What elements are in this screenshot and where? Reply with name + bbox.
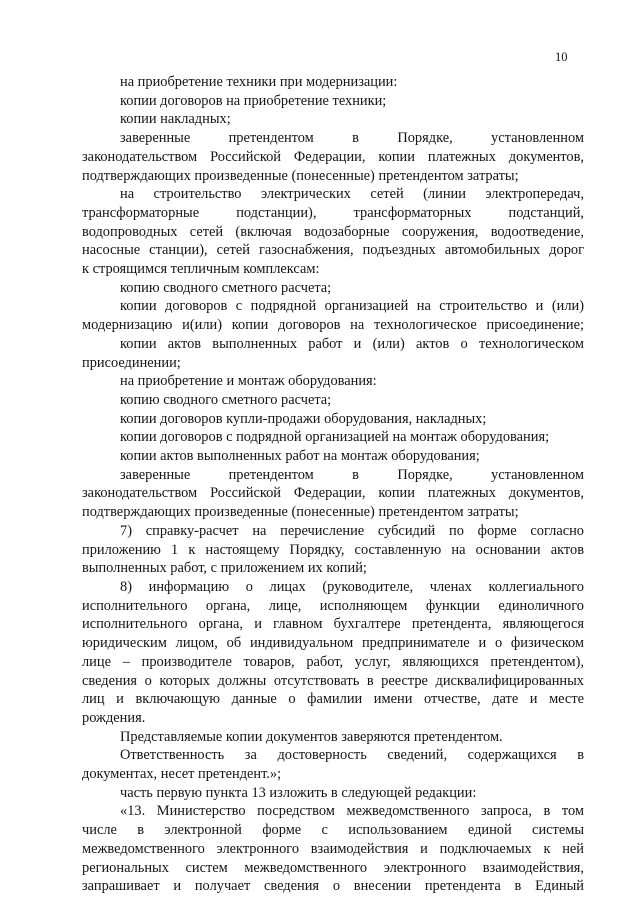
text-line: юридическим лицом, об индивидуальном предпринимателе и о физическом — [82, 635, 584, 652]
text-line: копии актов выполненных работ на монтаж оборудования; — [120, 448, 480, 465]
text-line: лиц и включающую данные о фамилии имени отчестве, дате и месте — [82, 691, 584, 708]
text-line: заверенные претендентом в Порядке, установленном — [120, 466, 584, 483]
text-line: сведения о которых должны отсутствовать в реестре дисквалифицированных — [82, 672, 584, 689]
text-line: заверенные претендентом в Порядке, установленном — [120, 130, 584, 147]
text-line: к строящимся тепличным комплексам: — [82, 261, 320, 278]
text-line: трансформаторные подстанции), трансформаторных подстанций, — [82, 204, 584, 221]
text-line: исполнительного органа, лице, исполняющем функции единоличного — [82, 597, 584, 614]
text-line: подтверждающих произведенные (понесенные) претендентом затраты; — [82, 167, 519, 184]
text-line: копии договоров с подрядной организацией на строительство и (или) — [120, 298, 584, 315]
text-line: законодательством Российской Федерации, копии платежных документов, — [82, 148, 584, 165]
document-body — [82, 73, 584, 896]
text-line: приложению 1 к настоящему Порядку, составленную на основании актов — [82, 541, 584, 558]
text-line: межведомственного электронного взаимодействия и подключаемых к ней — [82, 840, 584, 857]
text-line: копии договоров с подрядной организацией на монтаж оборудования; — [120, 429, 550, 446]
text-line: модернизацию и(или) копии договоров на технологическое присоединение; — [82, 317, 584, 334]
text-line: исполнительного органа, и главном бухгалтере претендента, являющегося — [82, 616, 584, 633]
text-line: на строительство электрических сетей (линии электропередач, — [120, 186, 584, 203]
text-line: Представляемые копии документов заверяются претендентом. — [120, 728, 503, 745]
text-line: региональных систем межведомственного электронного взаимодействия, — [82, 859, 584, 876]
text-line: рождения. — [82, 709, 146, 726]
text-line: копии актов выполненных работ и (или) актов о технологическом — [120, 335, 584, 352]
text-line: числе в электронной форме с использованием единой системы — [82, 822, 584, 839]
text-line: выполненных работ, с приложением их копий; — [82, 560, 367, 577]
text-line: законодательством Российской Федерации, копии платежных документов, — [82, 485, 584, 502]
text-line: присоединении; — [82, 354, 181, 371]
text-line: копию сводного сметного расчета; — [120, 279, 332, 296]
text-line: копии накладных; — [120, 111, 231, 128]
text-line: Ответственность за достоверность сведений, содержащихся в — [120, 747, 584, 764]
text-line: копии договоров на приобретение техники; — [120, 92, 387, 109]
text-line: документах, несет претендент.»; — [82, 766, 282, 783]
text-line: копию сводного сметного расчета; — [120, 391, 332, 408]
page-number: 10 — [555, 50, 568, 64]
text-line: на приобретение и монтаж оборудования: — [120, 373, 377, 390]
text-line: 8) информацию о лицах (руководителе, членах коллегиального — [120, 578, 584, 595]
text-line: водопроводных сетей (включая водозаборные сооружения, водоотведение, — [82, 223, 584, 240]
text-line: часть первую пункта 13 изложить в следующей редакции: — [120, 784, 477, 801]
text-line: лице – производителе товаров, работ, услуг, являющихся претендентом), — [82, 653, 584, 670]
text-line: подтверждающих произведенные (понесенные) претендентом затраты; — [82, 504, 519, 521]
text-line: копии договоров купли-продажи оборудования, накладных; — [120, 410, 487, 427]
text-line: запрашивает и получает сведения о внесении претендента в Единый — [82, 878, 584, 895]
text-line: «13. Министерство посредством межведомственного запроса, в том — [120, 803, 584, 820]
text-line: на приобретение техники при модернизации: — [120, 74, 398, 90]
text-line: насосные станции), сетей газоснабжения, подъездных автомобильных дорог — [82, 242, 584, 259]
text-line: 7) справку-расчет на перечисление субсидий по форме согласно — [120, 522, 584, 539]
